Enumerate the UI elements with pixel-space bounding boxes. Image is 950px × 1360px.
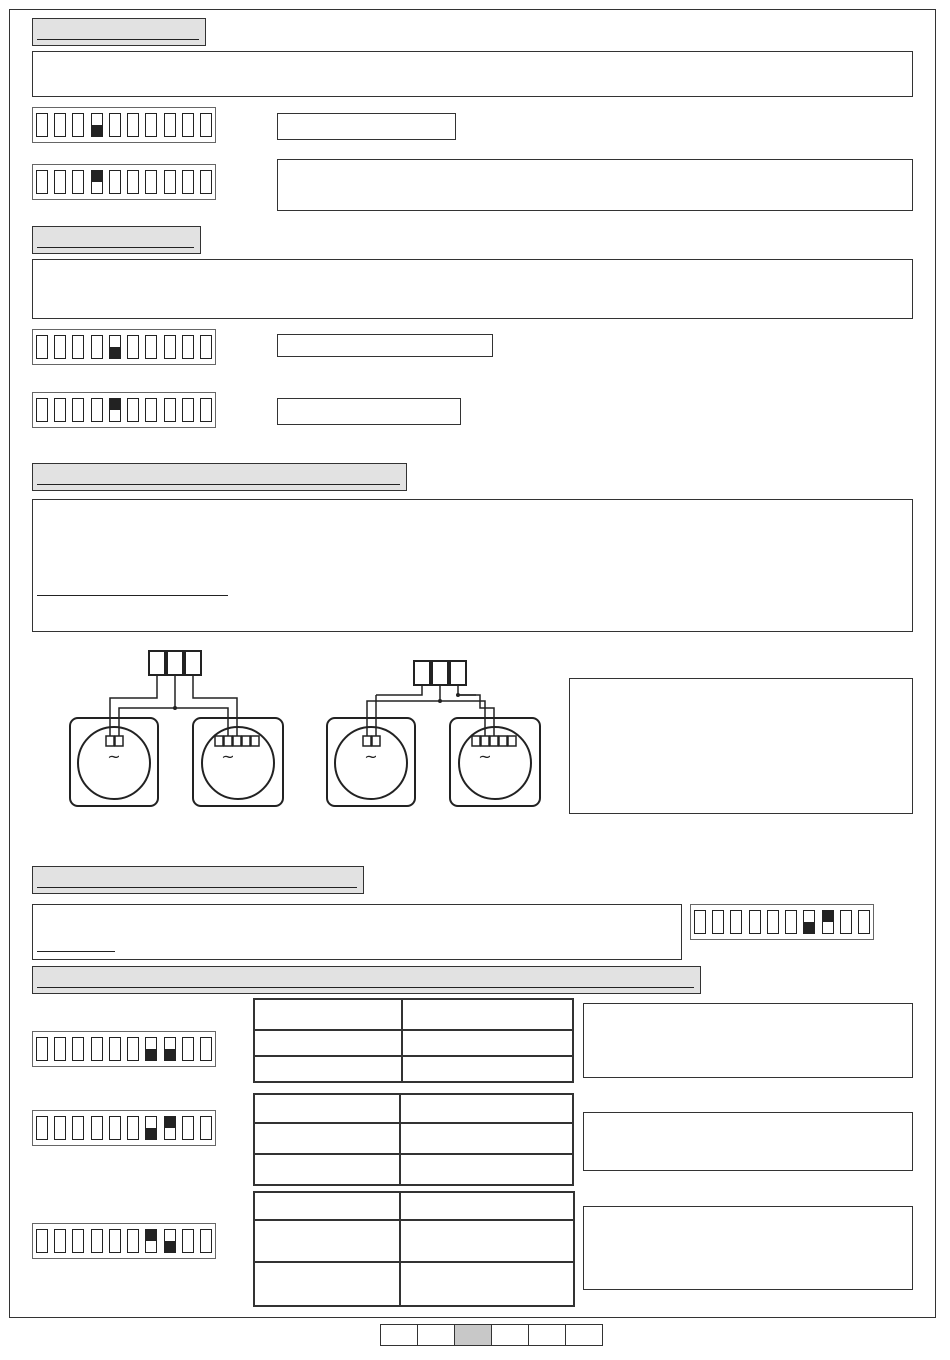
dip-switch-lever [694, 910, 706, 934]
dip-switch-lever [54, 1229, 66, 1253]
section-4-description [32, 904, 682, 960]
settings-note-b [583, 1112, 913, 1171]
page-box [528, 1324, 566, 1346]
setting-s1b-label [277, 159, 913, 211]
dip-switch-lever [36, 1116, 48, 1140]
dip-switch-lever [145, 398, 157, 422]
dip-switch-lever [109, 170, 121, 194]
settings-note-a [583, 1003, 913, 1078]
dip-switch-lever [164, 398, 176, 422]
dip-switch-lever [145, 1229, 157, 1253]
dip-switch-lever [127, 113, 139, 137]
page-box [565, 1324, 603, 1346]
dip-switch-lever [145, 1037, 157, 1061]
dip-switch-lever [164, 335, 176, 359]
section-5-header [32, 966, 701, 994]
dip-switch-lever [54, 1037, 66, 1061]
dip-switch-lever [200, 335, 212, 359]
dip-switch-lever [145, 113, 157, 137]
dip-switch-lever [127, 335, 139, 359]
dip-switch-lever [91, 1116, 103, 1140]
dip-switch-lever [91, 113, 103, 137]
dip-switch-s4 [690, 904, 874, 940]
dip-switch-lever [36, 170, 48, 194]
setting-s2b-label [277, 398, 461, 425]
dip-switch-lever [164, 1037, 176, 1061]
dip-switch-lever [127, 1116, 139, 1140]
wiring-note [569, 678, 913, 814]
dip-switch-lever [182, 113, 194, 137]
dip-switch-lever [72, 398, 84, 422]
dip-switch-lever [91, 335, 103, 359]
dip-switch-lever [91, 398, 103, 422]
section-2-description [32, 259, 913, 319]
dip-switch-lever [182, 335, 194, 359]
dip-switch-lever [182, 398, 194, 422]
dip-switch-lever [91, 170, 103, 194]
dip-switch-lever [164, 113, 176, 137]
dip-switch-lever [785, 910, 797, 934]
wiring-diagram [60, 645, 550, 815]
dip-switch-lever [145, 170, 157, 194]
dip-switch-lever [164, 1116, 176, 1140]
dip-switch-lever [145, 335, 157, 359]
dip-switch-lever [109, 398, 121, 422]
dip-switch-lever [200, 170, 212, 194]
ac-symbol: ~ [364, 747, 378, 766]
section-2-header [32, 226, 201, 254]
dip-switch-lever [91, 1037, 103, 1061]
dip-switch-lever [822, 910, 834, 934]
page-box [491, 1324, 529, 1346]
setting-s1a-label [277, 113, 456, 140]
dip-switch-lever [749, 910, 761, 934]
page-box [417, 1324, 455, 1346]
dip-switch-lever [36, 113, 48, 137]
dip-switch-s5c [32, 1223, 216, 1259]
settings-table-b [253, 1093, 574, 1186]
dip-switch-lever [858, 910, 870, 934]
dip-switch-lever [730, 910, 742, 934]
setting-s2a-label [277, 334, 493, 357]
dip-switch-lever [36, 335, 48, 359]
dip-switch-lever [182, 1037, 194, 1061]
dip-switch-lever [54, 113, 66, 137]
dip-switch-lever [200, 1229, 212, 1253]
dip-switch-lever [109, 1229, 121, 1253]
section-3-description [32, 499, 913, 632]
dip-switch-lever [72, 1229, 84, 1253]
dip-switch-lever [72, 1037, 84, 1061]
dip-switch-lever [182, 1116, 194, 1140]
dip-switch-s2a [32, 329, 216, 365]
dip-switch-s5a [32, 1031, 216, 1067]
section-1-description [32, 51, 913, 97]
section-1-header [32, 18, 206, 46]
dip-switch-lever [54, 170, 66, 194]
settings-note-c [583, 1206, 913, 1290]
ac-symbol: ~ [478, 747, 492, 766]
dip-switch-lever [200, 398, 212, 422]
dip-switch-lever [200, 113, 212, 137]
dip-switch-s1b [32, 164, 216, 200]
dip-switch-lever [803, 910, 815, 934]
ac-symbol: ~ [107, 747, 121, 766]
dip-switch-lever [36, 398, 48, 422]
dip-switch-lever [36, 1229, 48, 1253]
dip-switch-lever [109, 113, 121, 137]
dip-switch-lever [182, 170, 194, 194]
page-box [454, 1324, 492, 1346]
dip-switch-s2b [32, 392, 216, 428]
dip-switch-lever [127, 398, 139, 422]
dip-switch-lever [164, 170, 176, 194]
dip-switch-lever [182, 1229, 194, 1253]
dip-switch-lever [840, 910, 852, 934]
page-box [380, 1324, 418, 1346]
dip-switch-lever [72, 335, 84, 359]
dip-switch-lever [54, 1116, 66, 1140]
dip-switch-lever [127, 170, 139, 194]
dip-switch-lever [54, 398, 66, 422]
settings-table-a [253, 998, 574, 1083]
dip-switch-lever [109, 1037, 121, 1061]
dip-switch-lever [72, 1116, 84, 1140]
settings-table-c [253, 1191, 575, 1307]
dip-switch-lever [36, 1037, 48, 1061]
dip-switch-s1a [32, 107, 216, 143]
dip-switch-lever [127, 1037, 139, 1061]
dip-switch-lever [200, 1037, 212, 1061]
pagination [381, 1324, 603, 1346]
dip-switch-lever [72, 113, 84, 137]
dip-switch-lever [164, 1229, 176, 1253]
section-3-header [32, 463, 407, 491]
dip-switch-lever [767, 910, 779, 934]
dip-switch-lever [127, 1229, 139, 1253]
ac-symbol: ~ [221, 747, 235, 766]
dip-switch-lever [54, 335, 66, 359]
dip-switch-s5b [32, 1110, 216, 1146]
dip-switch-lever [72, 170, 84, 194]
dip-switch-lever [145, 1116, 157, 1140]
dip-switch-lever [109, 1116, 121, 1140]
dip-switch-lever [712, 910, 724, 934]
dip-switch-lever [109, 335, 121, 359]
section-4-header [32, 866, 364, 894]
dip-switch-lever [200, 1116, 212, 1140]
dip-switch-lever [91, 1229, 103, 1253]
